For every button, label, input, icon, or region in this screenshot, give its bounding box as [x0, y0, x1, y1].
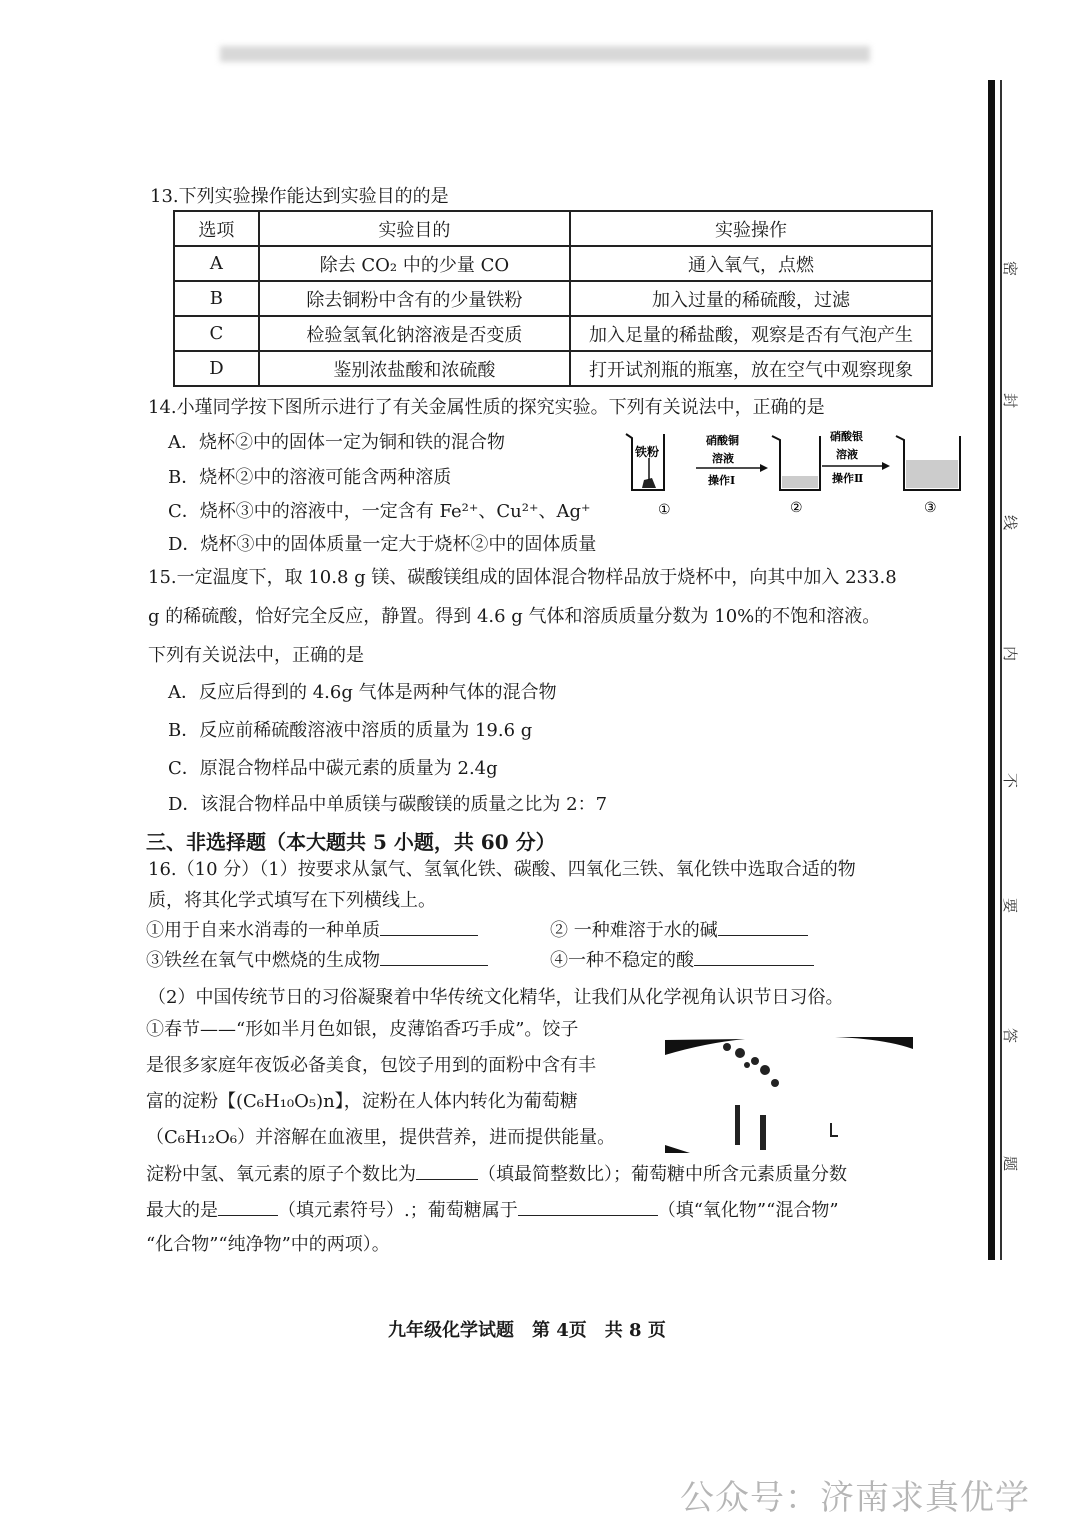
fill-label: ② 一种难溶于水的碱 — [550, 920, 718, 941]
table-header: 选项 — [174, 211, 259, 246]
margin-char: 内 — [1001, 645, 1020, 662]
table-cell: 鉴别浓盐酸和浓硫酸 — [259, 351, 570, 386]
question-text: 淀粉中氢、氧元素的原子个数比为 — [146, 1164, 416, 1185]
q16-question-b — [146, 1199, 839, 1222]
q16-line-1: 16.（10 分）（1）按要求从氯气、氢氧化铁、碳酸、四氧化三铁、氧化铁中选取合适的物 — [148, 859, 856, 880]
arrow-2-head — [882, 462, 890, 470]
table-cell: A — [174, 246, 259, 281]
table-cell: 除去 CO₂ 中的少量 CO — [259, 246, 570, 281]
arrow1-top: 硝酸铜 — [706, 434, 739, 447]
table-cell: B — [174, 281, 259, 316]
answer-blank[interactable] — [218, 1199, 278, 1216]
q15-line-3: 下列有关说法中，正确的是 — [148, 645, 364, 666]
q16-fill-4 — [550, 949, 814, 972]
margin-char: 题 — [1001, 1155, 1020, 1172]
fill-label: ①用于自来水消毒的一种单质 — [146, 920, 380, 941]
question-text: （填最简整数比）；葡萄糖中所含元素质量分数 — [478, 1164, 847, 1185]
arrow1-mid: 溶液 — [712, 452, 734, 465]
answer-blank[interactable] — [518, 1199, 658, 1216]
beaker-experiment-figure — [622, 428, 967, 520]
q16-p2-line-2: ①春节——“形如半月色如银，皮薄馅香巧手成”。饺子 — [146, 1019, 579, 1040]
q16-p2-line-4: 富的淀粉【(C₆H₁₀O₅)n】，淀粉在人体内转化为葡萄糖 — [146, 1091, 578, 1112]
q16-fill-3 — [146, 949, 488, 972]
arrow2-mid: 溶液 — [836, 448, 858, 461]
table-cell: C — [174, 316, 259, 351]
table-row — [174, 316, 932, 351]
q15-option-b: B．反应前稀硫酸溶液中溶质的质量为 19.6 g — [168, 720, 533, 741]
q14-option-c: C．烧杯③中的溶液中，一定含有 Fe²⁺、Cu²⁺、Ag⁺ — [168, 501, 591, 522]
q16-p2-line-1: （2）中国传统节日的习俗凝聚着中华传统文化精华，让我们从化学视角认识节日习俗。 — [148, 987, 844, 1008]
q13-table — [173, 210, 933, 387]
table-cell: 打开试剂瓶的瓶塞，放在空气中观察现象 — [570, 351, 932, 386]
question-text: （填元素符号）.；葡萄糖属于 — [278, 1200, 518, 1221]
q14-option-b: B．烧杯②中的溶液可能含两种溶质 — [168, 467, 452, 488]
arrow-1-head — [760, 464, 768, 472]
answer-blank[interactable] — [380, 949, 488, 966]
q15-option-a: A．反应后得到的 4.6g 气体是两种气体的混合物 — [168, 682, 557, 703]
margin-char: 答 — [1001, 1027, 1020, 1044]
arrow2-top: 硝酸银 — [830, 430, 863, 443]
binding-line-thick — [988, 80, 995, 1260]
q16-p2-line-3: 是很多家庭年夜饭必备美食，包饺子用到的面粉中含有丰 — [146, 1055, 596, 1076]
q13-stem: 13.下列实验操作能达到实验目的的是 — [150, 186, 449, 207]
answer-blank[interactable] — [694, 949, 814, 966]
arrow2-bottom: 操作Ⅱ — [832, 472, 864, 485]
q16-fill-1 — [146, 919, 478, 942]
table-cell: D — [174, 351, 259, 386]
q14-option-a: A．烧杯②中的固体一定为铜和铁的混合物 — [168, 432, 505, 453]
table-row — [174, 281, 932, 316]
q16-fill-2 — [550, 919, 808, 942]
table-header: 实验操作 — [570, 211, 932, 246]
page-footer: 九年级化学试题 第 4页 共 8 页 — [388, 1320, 666, 1341]
fill-label: ④一种不稳定的酸 — [550, 950, 694, 971]
q15-line-1: 15.一定温度下，取 10.8 g 镁、碳酸镁组成的固体混合物样品放于烧杯中，向其中加入 233.8 — [148, 567, 897, 588]
section-3-heading: 三、非选择题（本大题共 5 小题，共 60 分） — [146, 830, 556, 854]
q15-line-2: g 的稀硫酸，恰好完全反应，静置。得到 4.6 g 气体和溶质质量分数为 10%的不饱和溶液。 — [148, 606, 881, 627]
beaker1-label: 铁粉 — [635, 445, 660, 459]
q16-line-2: 质，将其化学式填写在下列横线上。 — [148, 890, 436, 911]
margin-char: 要 — [1001, 897, 1020, 914]
margin-char: 线 — [1001, 514, 1020, 531]
table-cell: 检验氢氧化钠溶液是否变质 — [259, 316, 570, 351]
q16-p2-line-5: （C₆H₁₂O₆）并溶解在血液里，提供营养，进而提供能量。 — [146, 1127, 616, 1148]
margin-char: 密 — [1001, 260, 1020, 277]
header-strip-faded — [220, 46, 870, 62]
beaker1-number: ① — [658, 502, 671, 518]
fill-label: ③铁丝在氧气中燃烧的生成物 — [146, 950, 380, 971]
table-cell: 通入氧气，点燃 — [570, 246, 932, 281]
answer-blank[interactable] — [718, 919, 808, 936]
beaker2-number: ② — [790, 500, 803, 516]
beaker3-solution — [906, 460, 958, 488]
q14-stem: 14.小瑾同学按下图所示进行了有关金属性质的探究实验。下列有关说法中，正确的是 — [148, 397, 825, 418]
q14-option-d: D．烧杯③中的固体质量一定大于烧杯②中的固体质量 — [168, 534, 597, 555]
beaker3-number: ③ — [924, 500, 937, 516]
q15-option-d: D．该混合物样品中单质镁与碳酸镁的质量之比为 2：7 — [168, 794, 608, 815]
beaker2-solution — [782, 476, 818, 488]
table-row — [174, 351, 932, 386]
question-text: 最大的是 — [146, 1200, 218, 1221]
table-cell: 加入过量的稀硫酸，过滤 — [570, 281, 932, 316]
margin-char: 不 — [1001, 772, 1020, 789]
table-cell: 除去铜粉中含有的少量铁粉 — [259, 281, 570, 316]
q16-question-c: “化合物”“纯净物”中的两项）。 — [146, 1234, 390, 1255]
q15-option-c: C．原混合物样品中碳元素的质量为 2.4g — [168, 758, 498, 779]
q16-question-a — [146, 1163, 847, 1186]
question-text: （填“氧化物”“混合物” — [657, 1200, 839, 1221]
spring-festival-photo — [665, 1035, 915, 1155]
arrow1-bottom: 操作Ⅰ — [708, 474, 736, 487]
binding-line-thin — [1000, 80, 1002, 1260]
answer-blank[interactable] — [380, 919, 478, 936]
table-header: 实验目的 — [259, 211, 570, 246]
answer-blank[interactable] — [416, 1163, 478, 1180]
table-row — [174, 246, 932, 281]
margin-char: 封 — [1001, 392, 1020, 409]
table-cell: 加入足量的稀盐酸，观察是否有气泡产生 — [570, 316, 932, 351]
table-header-row — [174, 211, 932, 246]
watermark: 公众号：济南求真优学 — [680, 1478, 1030, 1518]
